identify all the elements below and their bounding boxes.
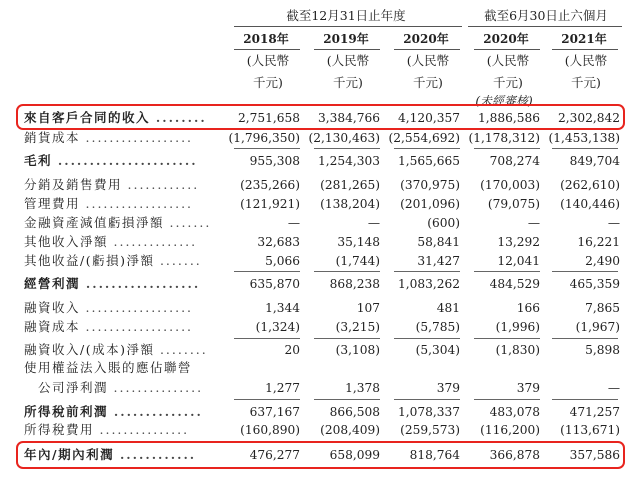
row-value: 1,254,303: [317, 154, 380, 168]
row-value: (121,921): [240, 197, 300, 211]
row-label: 融資收入 ..................: [24, 300, 194, 315]
subtotal-rule: [474, 271, 540, 272]
row-label: 金融資產減值虧損淨額 .......: [24, 215, 212, 230]
row-value: (1,453,138): [548, 131, 620, 145]
row-label: 融資收入/(成本)淨額 ........: [24, 342, 208, 357]
row-value: (170,003): [480, 178, 540, 192]
row-label: 經營利潤 ..................: [24, 276, 201, 291]
row-value: (208,409): [320, 423, 380, 437]
subtotal-rule: [394, 399, 460, 400]
row-value: (2,130,463): [308, 131, 380, 145]
subtotal-rule: [474, 338, 540, 339]
subtotal-rule: [552, 338, 618, 339]
row-label: 使用權益法入賬的應佔聯營: [24, 360, 193, 375]
row-label: 公司淨利潤 ...............: [38, 380, 204, 395]
subtotal-rule: [234, 271, 300, 272]
row-value: 12,041: [497, 254, 540, 268]
row-label: 來自客戶合同的收入 ........: [24, 110, 207, 125]
header-group-annual: 截至12月31日止年度: [286, 8, 406, 23]
row-value: —: [527, 216, 540, 230]
row-value: 1,886,586: [477, 111, 540, 125]
row-value: 5,898: [585, 343, 620, 357]
row-value: 4,120,357: [397, 111, 460, 125]
row-value: (113,671): [560, 423, 620, 437]
subtotal-rule: [314, 399, 380, 400]
highlight-revenue-row: [16, 104, 625, 130]
header-unit-2: (人民幣 千元): [326, 53, 370, 90]
row-value: (600): [427, 216, 460, 230]
row-label: 毛利 ......................: [24, 153, 198, 168]
table-row: [0, 316, 640, 338]
row-value: (1,178,312): [468, 131, 540, 145]
row-value: 465,359: [569, 277, 620, 291]
subtotal-rule: [552, 148, 618, 149]
row-value: 866,508: [329, 405, 380, 419]
row-value: 31,427: [417, 254, 460, 268]
row-value: 868,238: [329, 277, 380, 291]
row-value: 32,683: [257, 235, 300, 249]
subtotal-rule: [234, 338, 300, 339]
row-value: 483,078: [489, 405, 540, 419]
row-label: 其他收入淨額 ..............: [24, 234, 198, 249]
row-value: 2,490: [585, 254, 620, 268]
row-value: (1,796,350): [228, 131, 300, 145]
row-value: 476,277: [249, 448, 300, 462]
subtotal-rule: [394, 148, 460, 149]
row-label: 年內/期內利潤 ............: [24, 447, 197, 462]
header-year-2019: 2019年: [323, 32, 369, 46]
subtotal-rule: [474, 148, 540, 149]
row-label: 其他收益/(虧損)淨額 .......: [24, 253, 202, 268]
row-value: (201,096): [400, 197, 460, 211]
row-value: (235,266): [240, 178, 300, 192]
subtotal-rule: [552, 399, 618, 400]
row-label: 銷貨成本 ..................: [24, 130, 194, 145]
row-label: 管理費用 ..................: [24, 196, 194, 211]
row-value: —: [287, 216, 300, 230]
header-unit-1: (人民幣 千元): [246, 53, 290, 90]
header-group-interim: 截至6月30日止六個月: [484, 8, 608, 23]
subtotal-rule: [314, 338, 380, 339]
row-value: (1,744): [335, 254, 380, 268]
subtotal-rule: [314, 271, 380, 272]
row-value: (116,200): [480, 423, 540, 437]
row-value: (3,108): [335, 343, 380, 357]
unaudited-note: (未經審核): [475, 94, 533, 108]
row-value: 2,751,658: [237, 111, 300, 125]
subtotal-rule: [234, 399, 300, 400]
row-value: (1,967): [575, 320, 620, 334]
row-value: (79,075): [487, 197, 540, 211]
row-value: 471,257: [569, 405, 620, 419]
row-value: 379: [436, 381, 460, 395]
table-row: [0, 127, 640, 149]
row-value: 658,099: [329, 448, 380, 462]
row-value: (1,996): [495, 320, 540, 334]
row-value: 849,704: [569, 154, 620, 168]
row-value: 58,841: [417, 235, 460, 249]
row-value: —: [607, 381, 620, 395]
row-value: 366,878: [489, 448, 540, 462]
row-value: (1,324): [255, 320, 300, 334]
row-value: 5,066: [265, 254, 300, 268]
row-value: 357,586: [569, 448, 620, 462]
row-value: —: [607, 216, 620, 230]
row-value: 955,308: [249, 154, 300, 168]
row-value: (160,890): [240, 423, 300, 437]
row-value: 818,764: [409, 448, 460, 462]
row-value: 637,167: [249, 405, 300, 419]
row-label: 融資成本 ..................: [24, 319, 194, 334]
row-value: 20: [284, 343, 300, 357]
row-label: 分銷及銷售費用 ............: [24, 177, 200, 192]
row-value: (140,446): [560, 197, 620, 211]
row-value: 708,274: [489, 154, 540, 168]
row-value: 481: [436, 301, 460, 315]
row-value: (262,610): [560, 178, 620, 192]
subtotal-rule: [394, 338, 460, 339]
row-value: (5,304): [415, 343, 460, 357]
row-value: (5,785): [415, 320, 460, 334]
table-row: [0, 150, 640, 172]
header-group-annual-rule: [234, 26, 462, 27]
row-value: (2,554,692): [388, 131, 460, 145]
row-value: 484,529: [489, 277, 540, 291]
row-value: (1,830): [495, 343, 540, 357]
row-value: 7,865: [585, 301, 620, 315]
row-value: 16,221: [577, 235, 620, 249]
table-row: [0, 357, 640, 379]
row-value: (3,215): [335, 320, 380, 334]
header-group-interim-rule: [468, 26, 622, 27]
row-label: 所得稅費用 ...............: [24, 422, 190, 437]
row-value: 1,078,337: [397, 405, 460, 419]
row-value: (259,573): [400, 423, 460, 437]
header-unit-4: (人民幣 千元): [486, 53, 530, 90]
row-value: 1,378: [345, 381, 380, 395]
row-value: 635,870: [249, 277, 300, 291]
row-value: 379: [516, 381, 540, 395]
table-row: [0, 419, 640, 441]
table-row: [0, 250, 640, 272]
row-value: (370,975): [400, 178, 460, 192]
subtotal-rule: [552, 271, 618, 272]
header-year-2020-interim: 2020年: [483, 32, 529, 46]
table-row: [0, 273, 640, 295]
header-year-2018: 2018年: [243, 32, 289, 46]
subtotal-rule: [234, 148, 300, 149]
row-value: 1,565,665: [397, 154, 460, 168]
row-value: (281,265): [320, 178, 380, 192]
row-value: 1,083,262: [397, 277, 460, 291]
header-year-2020: 2020年: [403, 32, 449, 46]
header-year-2021-interim: 2021年: [561, 32, 607, 46]
row-value: 35,148: [337, 235, 380, 249]
row-value: (138,204): [320, 197, 380, 211]
row-value: 3,384,766: [317, 111, 380, 125]
header-unit-5: (人民幣 千元): [564, 53, 608, 90]
row-value: 1,277: [265, 381, 300, 395]
row-value: 107: [356, 301, 380, 315]
row-value: 2,302,842: [557, 111, 620, 125]
highlight-profit-row: [16, 441, 625, 469]
row-value: 166: [516, 301, 540, 315]
row-value: 1,344: [265, 301, 300, 315]
subtotal-rule: [474, 399, 540, 400]
subtotal-rule: [314, 148, 380, 149]
table-row: [0, 377, 640, 399]
row-label: 所得稅前利潤 ..............: [24, 404, 203, 419]
header-unit-3: (人民幣 千元): [406, 53, 450, 90]
row-value: 13,292: [497, 235, 540, 249]
row-value: —: [367, 216, 380, 230]
subtotal-rule: [394, 271, 460, 272]
